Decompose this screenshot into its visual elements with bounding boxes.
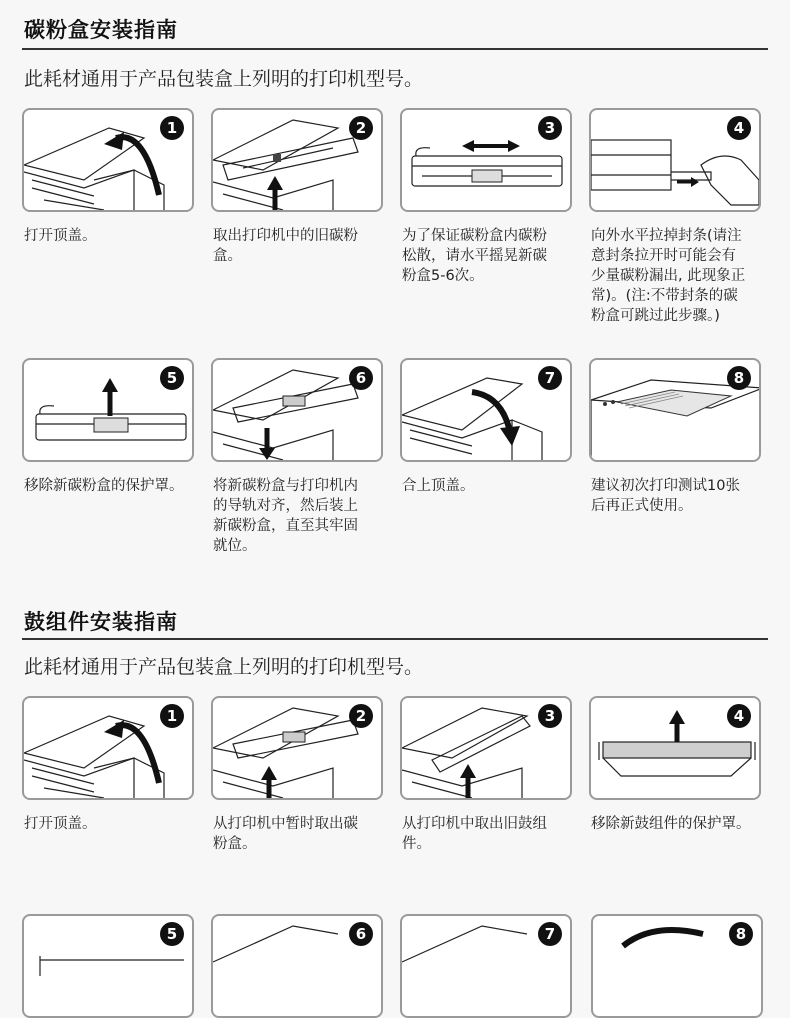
step-number-badge: 2 [349,116,373,140]
toner-step-6-illustration [211,358,383,462]
step-number-badge: 5 [160,366,184,390]
step-number-badge: 3 [538,704,562,728]
step-number-badge: 8 [727,366,751,390]
toner-step-4-illustration [589,108,761,212]
toner-section-divider [22,48,768,50]
toner-step-2-illustration [211,108,383,212]
drum-step-6-illustration [211,914,383,1018]
step-caption: 打开顶盖。 [24,228,97,244]
step-caption: 从打印机中暂时取出碳 粉盒。 [213,816,358,852]
step-number-badge: 1 [160,704,184,728]
drum-step-2-illustration [211,696,383,800]
step-caption: 移除新碳粉盒的保护罩。 [24,478,184,494]
step-number-badge: 1 [160,116,184,140]
toner-section-title: 碳粉盒安装指南 [24,18,178,42]
step-caption: 将新碳粉盒与打印机内 的导轨对齐，然后装上 新碳粉盒，直至其牢固 就位。 [213,478,358,554]
step-caption: 为了保证碳粉盒内碳粉 松散，请水平摇晃新碳 粉盒5-6次。 [402,228,547,284]
toner-step-5-illustration [22,358,194,462]
drum-step-8-illustration [591,914,763,1018]
step-number-badge: 4 [727,704,751,728]
step-number-badge: 7 [538,366,562,390]
step-number-badge: 6 [349,922,373,946]
toner-step-7-illustration [400,358,572,462]
drum-section-title: 鼓组件安装指南 [24,610,178,634]
step-number-badge: 2 [349,704,373,728]
drum-step-7-illustration [400,914,572,1018]
step-number-badge: 8 [729,922,753,946]
drum-section-subtitle: 此耗材通用于产品包装盒上列明的打印机型号。 [24,656,424,678]
step-number-badge: 3 [538,116,562,140]
drum-step-5-illustration [22,914,194,1018]
step-caption: 从打印机中取出旧鼓组 件。 [402,816,547,852]
step-caption: 建议初次打印测试10张 后再正式使用。 [591,478,740,514]
step-caption: 合上顶盖。 [402,478,475,494]
step-caption: 向外水平拉掉封条(请注 意封条拉开时可能会有 少量碳粉漏出, 此现象正 常)。(注:不带封条的碳 粉盒可跳过此步骤。) [591,228,746,324]
toner-step-8-illustration [589,358,761,462]
toner-section-subtitle: 此耗材通用于产品包装盒上列明的打印机型号。 [24,68,424,90]
toner-step-3-illustration [400,108,572,212]
drum-section-divider [22,638,768,640]
step-number-badge: 5 [160,922,184,946]
step-caption: 移除新鼓组件的保护罩。 [591,816,751,832]
step-number-badge: 7 [538,922,562,946]
drum-section [0,590,790,960]
drum-step-3-illustration [400,696,572,800]
step-number-badge: 6 [349,366,373,390]
step-caption: 打开顶盖。 [24,816,97,832]
step-number-badge: 4 [727,116,751,140]
toner-step-1-illustration [22,108,194,212]
step-caption: 取出打印机中的旧碳粉 盒。 [213,228,358,264]
drum-step-4-illustration [589,696,761,800]
drum-step-1-illustration [22,696,194,800]
